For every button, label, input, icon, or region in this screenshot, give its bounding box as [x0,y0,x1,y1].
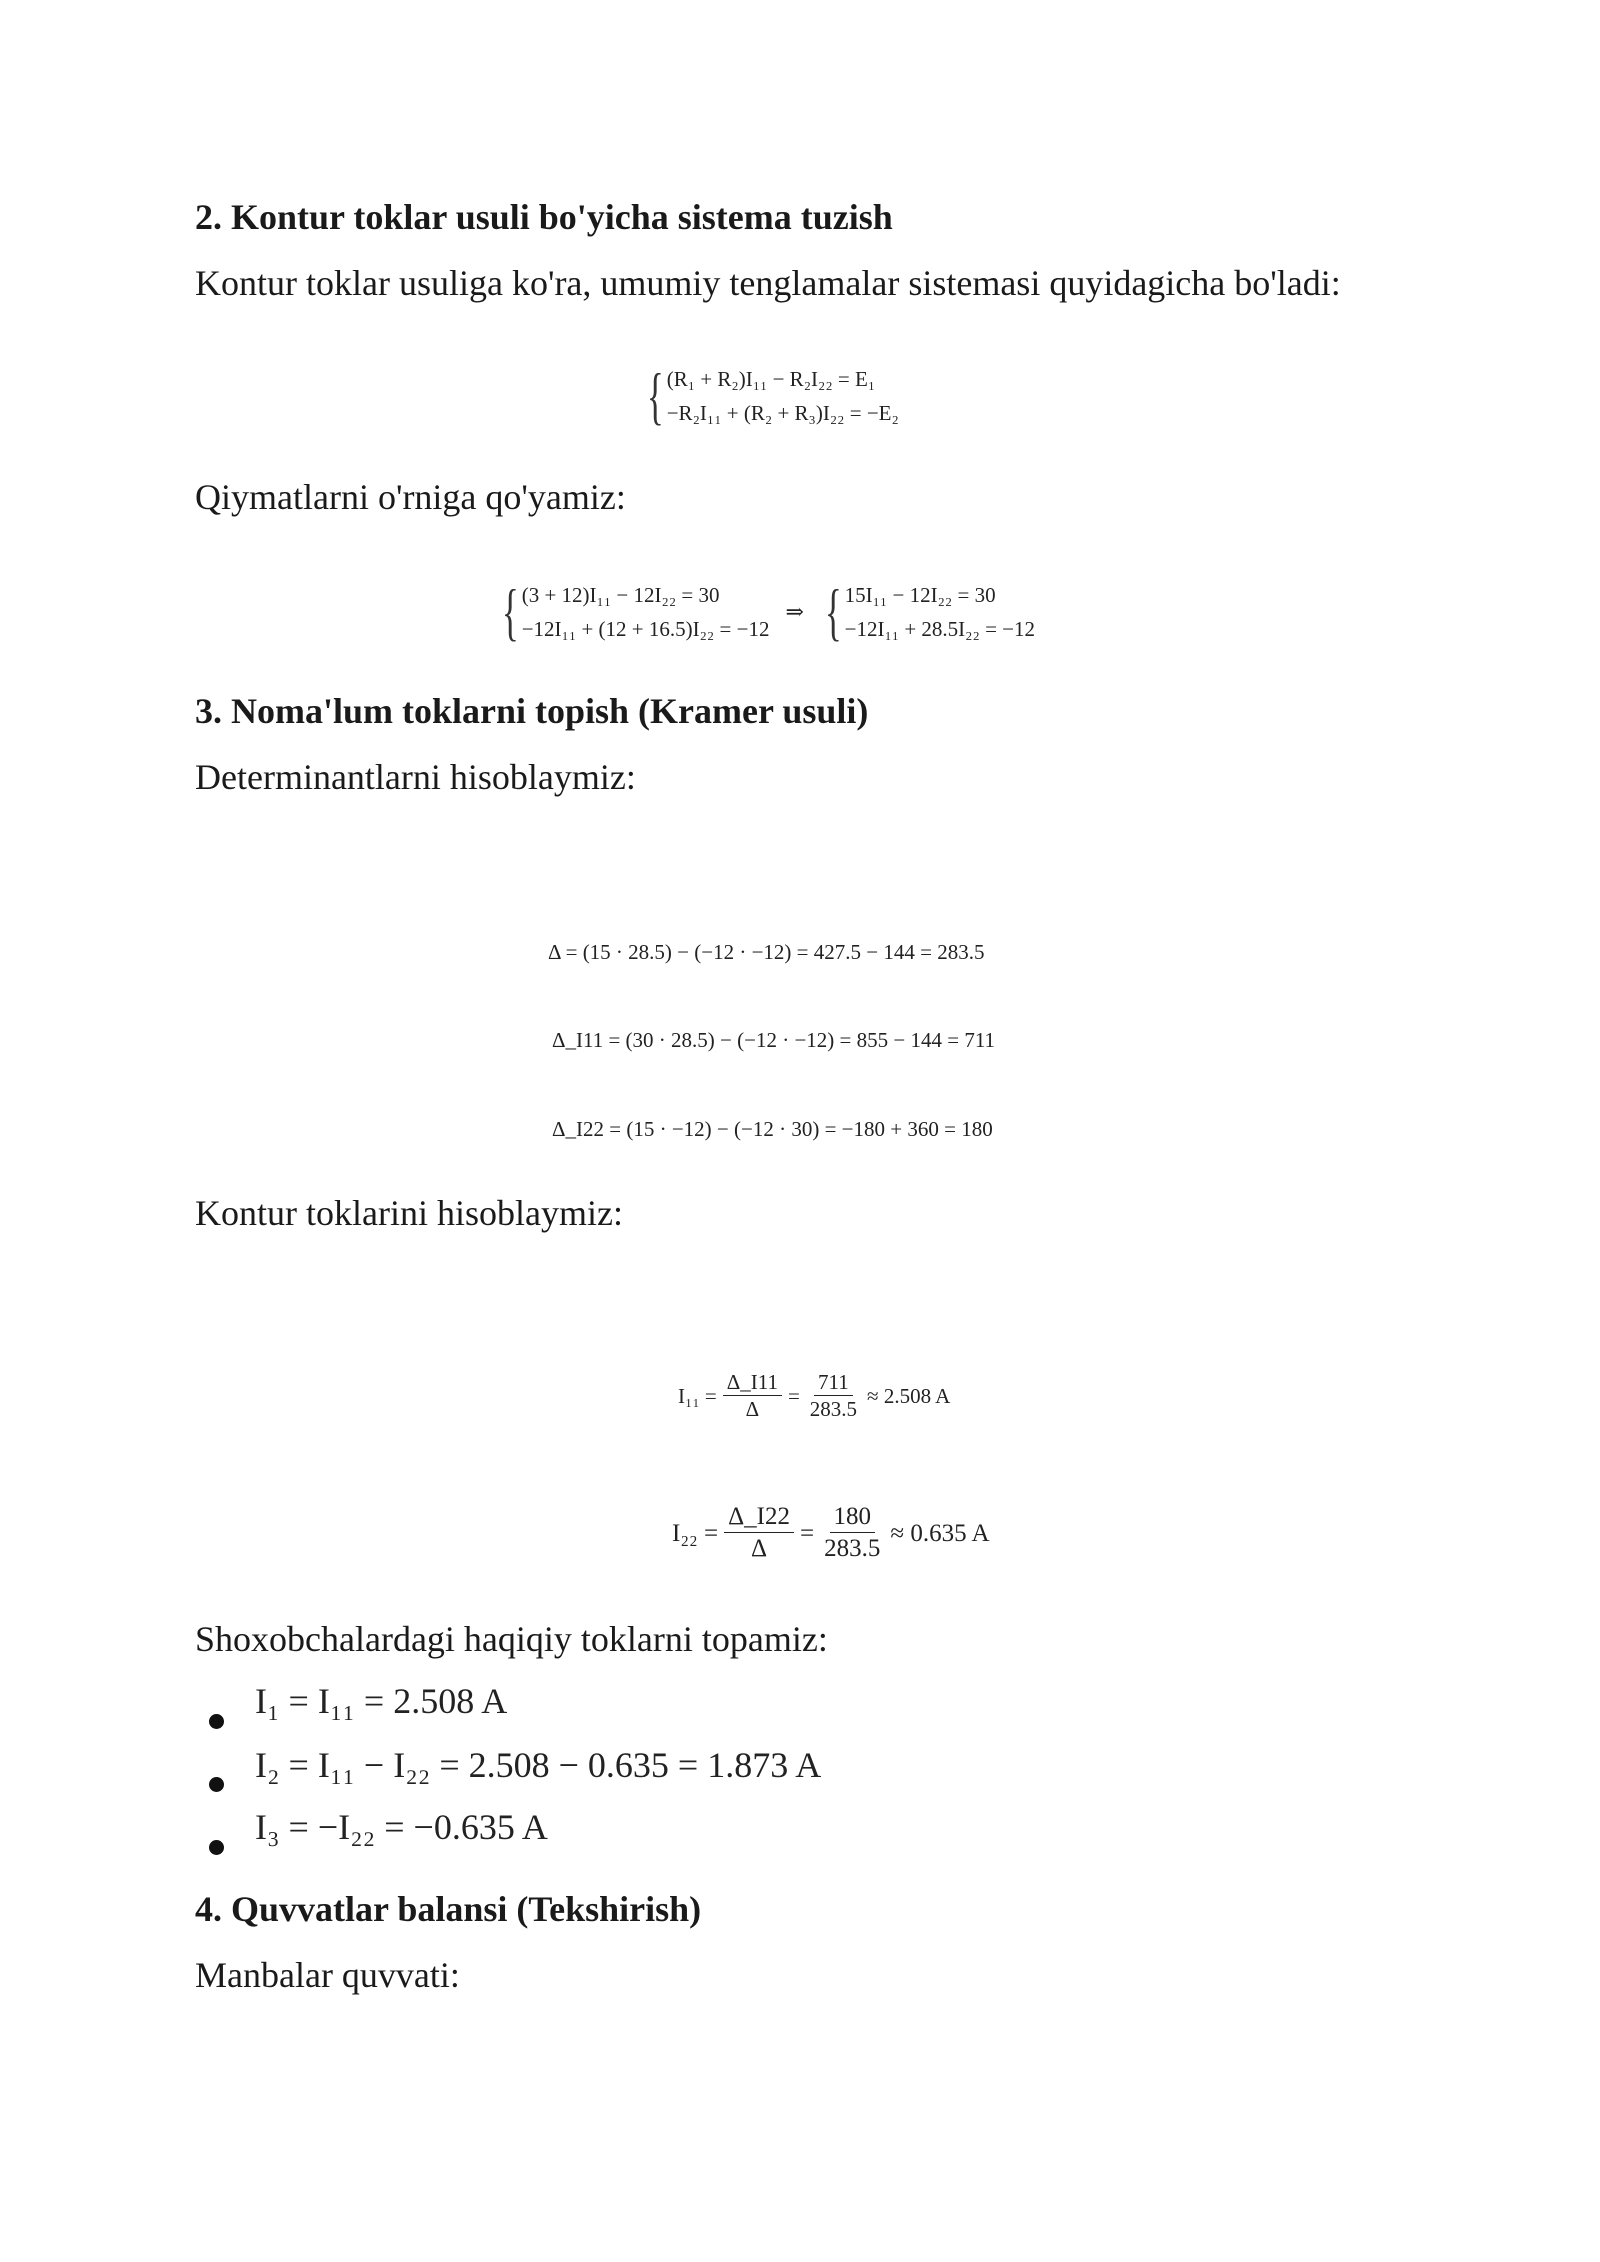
i22-num-value: 180 [830,1502,876,1533]
i22-fraction-delta [724,1502,794,1566]
i22-result: ≈ 0.635 A [890,1519,990,1547]
bullet-dot [209,1714,224,1729]
bullet-dot [209,1840,224,1855]
value-eq-1: (3 + 12)I₁₁ − 12I₂₂ = 30 [521,583,720,607]
i22-lhs: I₂₂ = [672,1519,719,1547]
substitute-text: Qiymatlarni o'rniga qo'yamiz: [195,477,626,517]
determinant-intro: Determinantlarni hisoblaymiz: [195,757,636,797]
equals-sign: = [787,1384,800,1409]
branch-current-intro: Shoxobchalardagi haqiqiy toklarni topamiz: [195,1619,828,1659]
section-4-heading: 4. Quvvatlar balansi (Tekshirish) [195,1889,702,1929]
i11-result: ≈ 2.508 A [867,1384,951,1409]
i11-formula [678,1370,950,1423]
implies-arrow: ⇒ [785,599,804,624]
i22-formula [672,1502,990,1566]
i11-lhs: I₁₁ = [678,1384,717,1409]
bullet-dot [209,1777,224,1792]
i22-den-value: 283.5 [824,1535,881,1562]
determinant-i11: Δ_I11 = (30 · 28.5) − (−12 · −12) = 855 − 144 = 711 [552,1028,996,1052]
determinant-main: Δ = (15 · 28.5) − (−12 · −12) = 427.5 − 144 = 283.5 [548,940,985,964]
value-eq-2: −12I₁₁ + (12 + 16.5)I₂₂ = −12 [521,617,770,641]
i11-den-delta: Δ [745,1397,760,1422]
sources-power-text: Manbalar quvvati: [195,1955,460,1995]
branch-current-1: I₁ = I₁₁ = 2.508 A [255,1681,508,1721]
general-eq-2: −R₂I₁₁ + (R₂ + R₃)I₂₂ = −E₂ [666,401,899,425]
i11-den-value: 283.5 [809,1397,858,1422]
left-brace: { [824,576,842,647]
i11-num-value: 711 [814,1370,853,1396]
left-brace: { [501,576,519,647]
i11-num-delta: Δ_I11 [723,1370,782,1396]
left-brace: { [646,360,664,431]
simplified-eq-1: 15I₁₁ − 12I₂₂ = 30 [844,583,996,607]
i22-num-delta: Δ_I22 [724,1502,794,1533]
simplified-eq-2: −12I₁₁ + 28.5I₂₂ = −12 [844,617,1036,641]
section-3-heading: 3. Noma'lum toklarni topish (Kramer usuli) [195,691,869,731]
branch-current-3: I₃ = −I₂₂ = −0.635 A [255,1807,548,1847]
equals-sign: = [800,1519,815,1547]
determinant-i22: Δ_I22 = (15 · −12) − (−12 · 30) = −180 + 360 = 180 [552,1117,993,1141]
i11-fraction-delta [723,1370,782,1423]
general-eq-1: (R₁ + R₂)I₁₁ − R₂I₂₂ = E₁ [666,367,876,391]
i22-fraction-values [820,1502,884,1566]
section-2-intro: Kontur toklar usuliga ko'ra, umumiy tenglamalar sistemasi quyidagicha bo'ladi: [195,263,1341,303]
i22-den-delta: Δ [751,1535,768,1562]
i11-fraction-values [806,1370,861,1423]
section-2-heading: 2. Kontur toklar usuli bo'yicha sistema tuzish [195,197,893,237]
loop-current-intro: Kontur toklarini hisoblaymiz: [195,1193,623,1233]
value-system [495,578,1035,646]
branch-current-2: I₂ = I₁₁ − I₂₂ = 2.508 − 0.635 = 1.873 A [255,1745,822,1785]
general-system [640,362,899,430]
